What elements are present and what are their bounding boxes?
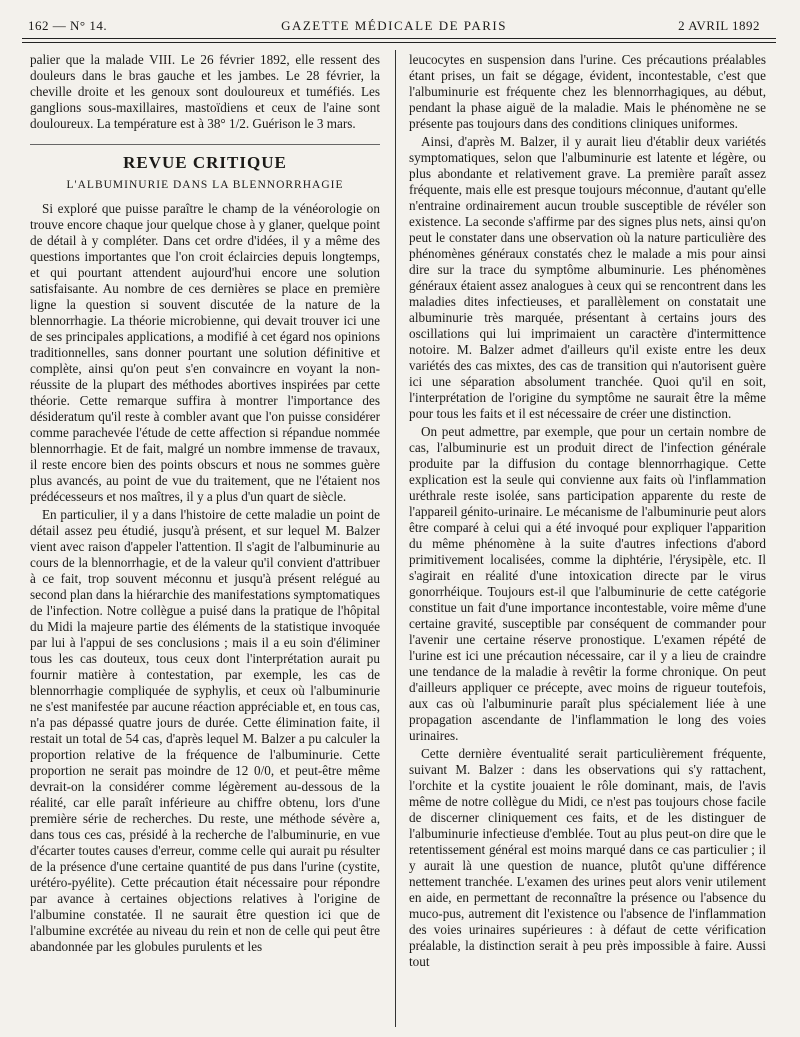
paragraph: En particulier, il y a dans l'histoire de cette maladie un point de détail assez peu étudié, jusqu'à présent, et sur lequel M. Balzer vient avec raison d'appeler l'attention. Il s'agit de l'albuminurie au cours de la blennorrhagie, et de la valeur qu'il convient d'attribuer à ce fait, trop souvent méconnu et jusqu'à présent relégué au second plan dans la hiérarchie des manifestations symptomatiques de l'infection. Notre collègue a puisé dans la pratique de l'hôpital du Midi la majeure partie des éléments de la statistique invoquée par lui à l'appui de ses conclusions ; mais il a eu soin d'éliminer tous les cas douteux, tous ceux dont l'interprétation aurait pu fournir matière à contestation, par exemple, les cas de blennorrhagie compliquée de syphylis, et ceux où l'albuminurie ne s'est manifestée par aucune réaction appréciable et, en tous cas, n'a pas dépassé quatre jours de durée. Cette élimination faite, il restait un total de 54 cas, d'après lequel M. Balzer a pu calculer la proportion relative de la fréquence de l'albuminurie. Cette proportion ne serait pas moindre de 12 0/0, et peut-être même devrait-on la considérer comme légèrement au-dessous de la réalité, car elle paraît inférieure au chiffre obtenu, lors d'une première série de recherches. Du reste, une méthode sévère a, dans tous ces cas, présidé à la recherche de l'albuminurie, en vue d'écarter toutes causes d'erreur, comme celle qui aurait pu résulter de la présence d'une certaine quantité de pus dans l'urine (cystite, urétéro-pyélite). Cette précaution était nécessaire pour répondre par avance à certaines objections relatives à l'origine de l'albumine constatée. Il ne saurait être question ici que de l'albumine excrétée au niveau du rein et non de celle qui peut être abandonnée par les globules purulents et les [30, 507, 380, 954]
paragraph: Cette dernière éventualité serait particulièrement fréquente, suivant M. Balzer : dans les observations qui s'y rattachent, l'orchite et la cystite jouaient le rôle dominant, mais, de l'avis même de notre collègue du Midi, ce n'est pas toujours chose facile de discerner cliniquement ces faits, et de les distinguer de l'albuminurie infectieuse d'emblée. Tout au plus peut-on dire que le retentissement général est moins marqué dans ce cas particulier ; il y aurait là une question de nuance, plutôt qu'une différence nettement tranchée. L'examen des urines peut alors venir utilement en aide, en permettant de reconnaître la présence ou l'absence du muco-pus, autrement dit l'existence ou l'absence de l'inflammation des voies urinaires supérieures : à défaut de cette vérification préalable, la distinction serait à peu près impossible à faire. Aussi tout [409, 746, 766, 969]
page-number: 162 — N° 14. [28, 18, 108, 33]
left-column [30, 52, 380, 1027]
column-divider [395, 50, 396, 1027]
paragraph: leucocytes en suspension dans l'urine. Ces précautions préalables étant prises, un fait se dégage, évident, incontestable, c'est que l'albuminurie est fréquente chez les blennorrhagiques, au début, pendant la phase aiguë de la maladie. Mais le phénomène ne se présente pas toujours dans des conditions cliniques uniformes. [409, 52, 766, 131]
header-rule-bottom [22, 42, 776, 43]
section-title: REVUE CRITIQUE [123, 153, 287, 172]
observation-ending-paragraph: palier que la malade VIII. Le 26 février 1892, elle ressent des douleurs dans le bras gauche et les jambes. Le 28 février, la cheville droite et les genoux sont douloureux et tuméfiés. Les ganglions sous-maxillaires, mastoïdiens et ceux de l'aine sont douloureux. La température est à 38° 1/2. Guérison le 3 mars. [30, 52, 380, 131]
issue-date: 2 AVRIL 1892 [678, 18, 760, 33]
paragraph: Ainsi, d'après M. Balzer, il y aurait lieu d'établir deux variétés symptomatiques, selon que l'albuminurie est latente et légère, ou plus abondante et relativement grave. La première paraît assez fréquente, mais elle est presque toujours méconnue, d'autant qu'elle n'entraine ordinairement aucun trouble susceptible de révéler son existence. La seconde s'affirme par des signes plus nets, ainsi qu'on peut le constater dans une observation où la nature particulière des phénomènes généraux constatés chez le malade a mis pour ainsi dire sur la trace du symptôme albuminurie. Les phénomènes généraux étaient assez analogues à ceux qui se rencontrent dans les maladies dites infectieuses, et parallèlement on constatait une albuminurie très marquée, présentant à certains jours des oscillations qui lui imprimaient un caractère d'intermittence notoire. M. Balzer admet d'ailleurs qu'il existe entre les deux variétés des cas mixtes, des cas de transition qui n'autorisent guère ici une séparation absolument tranchée. Quoi qu'il en soit, l'interprétation de l'origine du symptôme ne saurait être la même pour tous les faits et il est nécessaire de créer une distinction. [409, 134, 766, 421]
section-separator [30, 144, 380, 145]
journal-title: GAZETTE MÉDICALE DE PARIS [281, 18, 507, 33]
page-header [28, 14, 760, 36]
section-subtitle: L'ALBUMINURIE DANS LA BLENNORRHAGIE [66, 179, 344, 191]
right-column [409, 52, 766, 1027]
paragraph: On peut admettre, par exemple, que pour un certain nombre de cas, l'albuminurie est un produit direct de l'infection générale produite par la diffusion du contage blennorrhagique. Cette explication est la seule qui convienne aux faits où l'inflammation uréthrale reste isolée, sans participation apparente du reste de l'appareil génito-urinaire. Le mécanisme de l'albuminurie peut alors être comparé à celui qui a été invoqué pour expliquer l'apparition du même phénomène à la suite d'autres infections d'abord primitivement localisées, comme la diphtérie, l'érysipèle, etc. Il s'agirait en réalité d'une intoxication directe par le virus gonorrhéique. Toujours est-il que l'albuminurie de cette catégorie constitue un fait d'une importance incontestable, voire même d'une certaine gravité, susceptible par conséquent de commander pour l'avenir une certaine réserve pronostique. L'examen répété de l'urine est ici une précaution nécessaire, car il y a lieu de craindre une tendance de la maladie à revêtir la forme chronique. On peut d'ailleurs appliquer ce précepte, avec moins de rigueur toutefois, aux cas où l'albuminurie paraît plus spécialement liée à une propagation ascendante de l'inflammation le long des voies urinaires. [409, 424, 766, 743]
header-rule-top [22, 38, 776, 39]
paragraph: Si exploré que puisse paraître le champ de la vénéorologie on trouve encore chaque jour quelque chose à y glaner, quelque point de détail à y compléter. Dans cet ordre d'idées, il y a même des questions importantes que l'on croit éclaircies depuis longtemps, et qui pourtant attendent aujourd'hui encore une solution satisfaisante. Au nombre de ces dernières se place en première ligne la question si souvent discutée de la nature de la blennorrhagie. La théorie microbienne, qui devait trouver ici une de ses principales applications, a modifié à cet égard nos opinions traditionnelles, sans donner pourtant une solution définitive et complète, ainsi qu'on peut s'en convaincre en voyant la non-réussite de la plupart des méthodes abortives inspirées par cette théorie. Cette remarque suffira à montrer l'importance des désideratum qu'il reste à combler avant que l'on puisse considérer comme parachevée l'étude de cette affection si répandue nommée blennorrhagie. Et de fait, malgré un nombre immense de travaux, il reste encore bien des points obscurs et nous ne sommes guère plus avancés, au point de vue du traitement, que ne l'étaient nos prédécesseurs et nos maîtres, il y a plus d'un quart de siècle. [30, 201, 380, 504]
